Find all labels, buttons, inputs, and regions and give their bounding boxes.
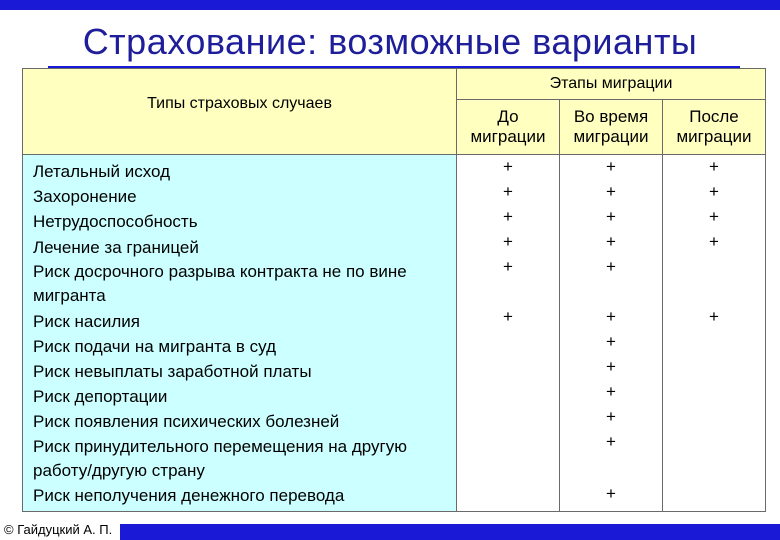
coverage-mark: + <box>709 157 719 176</box>
coverage-mark: + <box>606 484 616 503</box>
coverage-mark: + <box>503 157 513 176</box>
copyright-footer: © Гайдуцкий А. П. <box>4 522 113 537</box>
coverage-mark: + <box>709 232 719 251</box>
slide-title: Страхование: возможные варианты <box>82 21 698 62</box>
coverage-mark: + <box>709 207 719 226</box>
stage-header-line1: Во время <box>573 107 649 126</box>
coverage-mark: + <box>606 357 616 376</box>
risk-item: Риск принудительного перемещения на другую работу/другую страну <box>33 436 407 481</box>
marks-column-during <box>560 155 663 512</box>
migration-stages-header: Этапы миграции <box>457 69 766 100</box>
insurance-table <box>22 68 766 512</box>
risk-item: Риск насилия <box>33 311 140 331</box>
stage-header-line1: После <box>689 107 739 126</box>
coverage-mark: + <box>503 182 513 201</box>
coverage-mark: + <box>709 182 719 201</box>
risk-types-header <box>23 69 457 155</box>
marks-column-after <box>663 155 766 512</box>
bottom-accent-bar <box>120 524 780 540</box>
stage-header-line2: миграции <box>470 127 546 146</box>
coverage-mark: + <box>606 157 616 176</box>
coverage-mark: + <box>503 307 513 326</box>
coverage-mark: + <box>606 207 616 226</box>
coverage-mark: + <box>606 332 616 351</box>
coverage-mark: + <box>606 432 616 451</box>
risk-item: Лечение за границей <box>33 237 199 257</box>
risk-item: Летальный исход <box>33 162 171 181</box>
coverage-mark: + <box>606 407 616 426</box>
risk-item: Риск депортации <box>33 387 168 407</box>
risk-types-header-label: Типы страховых случаев <box>147 94 332 112</box>
coverage-mark: + <box>503 232 513 251</box>
risk-list <box>23 155 457 512</box>
coverage-mark: + <box>606 182 616 201</box>
coverage-mark: + <box>503 207 513 226</box>
risk-item: Риск невыплаты заработной платы <box>33 362 312 382</box>
stage-header-line2: миграции <box>676 127 752 146</box>
risk-item: Риск подачи на мигранта в суд <box>33 336 276 356</box>
stage-header-line1: До <box>497 107 519 126</box>
risk-item: Риск досрочного разрыва контракта не по вине мигранта <box>33 261 407 306</box>
stage-header-line2: миграции <box>573 127 649 146</box>
stage-header-during <box>560 100 663 155</box>
stage-header-after <box>663 100 766 155</box>
coverage-mark: + <box>503 257 513 276</box>
risk-item: Захоронение <box>33 187 137 207</box>
coverage-mark: + <box>709 307 719 326</box>
risk-item: Риск неполучения денежного перевода <box>33 486 345 506</box>
marks-column-before <box>457 155 560 512</box>
top-accent-bar <box>0 0 780 10</box>
coverage-mark: + <box>606 257 616 276</box>
coverage-mark: + <box>606 307 616 326</box>
stage-header-before <box>457 100 560 155</box>
coverage-mark: + <box>606 232 616 251</box>
risk-item: Нетрудоспособность <box>33 212 198 232</box>
risk-item: Риск появления психических болезней <box>33 412 340 432</box>
coverage-mark: + <box>606 382 616 401</box>
